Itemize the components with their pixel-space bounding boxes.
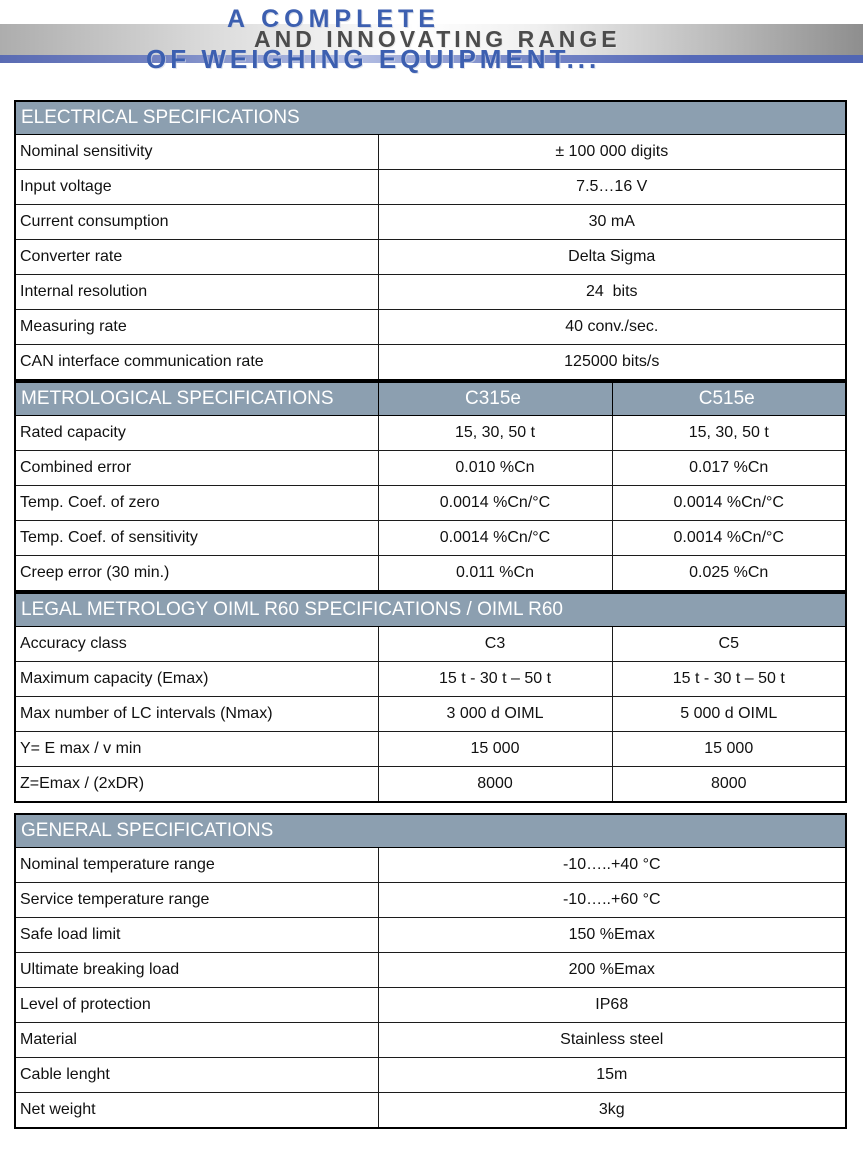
spec-label: CAN interface communication rate bbox=[15, 345, 378, 381]
table-row bbox=[15, 135, 846, 170]
spec-value-c515e: 8000 bbox=[612, 767, 846, 803]
spec-value-c315e: C3 bbox=[378, 627, 612, 662]
table-row bbox=[15, 988, 846, 1023]
table-row bbox=[15, 486, 846, 521]
section-title-electrical: ELECTRICAL SPECIFICATIONS bbox=[15, 101, 846, 135]
spec-value-c315e: 0.0014 %Cn/°C bbox=[378, 486, 612, 521]
spec-label: Measuring rate bbox=[15, 310, 378, 345]
spec-label: Safe load limit bbox=[15, 918, 378, 953]
table-row bbox=[15, 918, 846, 953]
spec-label: Ultimate breaking load bbox=[15, 953, 378, 988]
spec-value-c515e: 0.017 %Cn bbox=[612, 451, 846, 486]
spec-value: 15m bbox=[378, 1058, 846, 1093]
table-row bbox=[15, 848, 846, 883]
table-row bbox=[15, 1093, 846, 1129]
spec-label: Converter rate bbox=[15, 240, 378, 275]
spec-label: Input voltage bbox=[15, 170, 378, 205]
table-row bbox=[15, 275, 846, 310]
spec-label: Accuracy class bbox=[15, 627, 378, 662]
section-title-metrological: METROLOGICAL SPECIFICATIONS bbox=[15, 382, 378, 416]
spec-value-c315e: 0.010 %Cn bbox=[378, 451, 612, 486]
table-row bbox=[15, 1058, 846, 1093]
table-row bbox=[15, 451, 846, 486]
spec-label: Combined error bbox=[15, 451, 378, 486]
spec-label: Y= E max / v min bbox=[15, 732, 378, 767]
page-banner bbox=[0, 0, 863, 100]
spec-value: 150 %Emax bbox=[378, 918, 846, 953]
table-row bbox=[15, 953, 846, 988]
spec-value-c315e: 15, 30, 50 t bbox=[378, 416, 612, 451]
spec-value: 24 bits bbox=[378, 275, 846, 310]
spec-value-c515e: 0.0014 %Cn/°C bbox=[612, 486, 846, 521]
spec-value-c515e: 0.0014 %Cn/°C bbox=[612, 521, 846, 556]
legal-metrology-specs-table bbox=[14, 592, 847, 803]
spec-value-c315e: 3 000 d OIML bbox=[378, 697, 612, 732]
table-row bbox=[15, 627, 846, 662]
section-header-row bbox=[15, 101, 846, 135]
spec-label: Creep error (30 min.) bbox=[15, 556, 378, 592]
spec-value: IP68 bbox=[378, 988, 846, 1023]
spec-label: Material bbox=[15, 1023, 378, 1058]
table-row bbox=[15, 1023, 846, 1058]
table-row bbox=[15, 521, 846, 556]
spec-label: Nominal sensitivity bbox=[15, 135, 378, 170]
spec-value: Delta Sigma bbox=[378, 240, 846, 275]
section-title-general: GENERAL SPECIFICATIONS bbox=[15, 814, 846, 848]
spec-label: Service temperature range bbox=[15, 883, 378, 918]
spec-tables-container bbox=[14, 100, 845, 1129]
spec-value: 7.5…16 V bbox=[378, 170, 846, 205]
column-header-c315e: C315e bbox=[378, 382, 612, 416]
spec-value: 200 %Emax bbox=[378, 953, 846, 988]
table-row bbox=[15, 345, 846, 381]
spec-label: Cable lenght bbox=[15, 1058, 378, 1093]
spec-value-c515e: 5 000 d OIML bbox=[612, 697, 846, 732]
spec-label: Max number of LC intervals (Nmax) bbox=[15, 697, 378, 732]
spec-value-c315e: 15 t - 30 t – 50 t bbox=[378, 662, 612, 697]
table-row bbox=[15, 883, 846, 918]
spec-label: Z=Emax / (2xDR) bbox=[15, 767, 378, 803]
section-header-row bbox=[15, 593, 846, 627]
spec-value: -10…..+40 °C bbox=[378, 848, 846, 883]
table-row bbox=[15, 556, 846, 592]
table-row bbox=[15, 240, 846, 275]
spec-label: Temp. Coef. of sensitivity bbox=[15, 521, 378, 556]
spec-value-c515e: 15, 30, 50 t bbox=[612, 416, 846, 451]
spec-value-c515e: 15 000 bbox=[612, 732, 846, 767]
spec-value: ± 100 000 digits bbox=[378, 135, 846, 170]
table-row bbox=[15, 732, 846, 767]
spec-value-c315e: 8000 bbox=[378, 767, 612, 803]
spec-label: Rated capacity bbox=[15, 416, 378, 451]
table-row bbox=[15, 767, 846, 803]
spec-label: Maximum capacity (Emax) bbox=[15, 662, 378, 697]
table-row bbox=[15, 170, 846, 205]
spec-value: 40 conv./sec. bbox=[378, 310, 846, 345]
spec-value: 125000 bits/s bbox=[378, 345, 846, 381]
spec-value-c315e: 0.011 %Cn bbox=[378, 556, 612, 592]
table-row bbox=[15, 205, 846, 240]
column-header-c515e: C515e bbox=[612, 382, 846, 416]
banner-tagline-line3: OF WEIGHING EQUIPMENT... bbox=[146, 44, 601, 74]
table-row bbox=[15, 662, 846, 697]
section-header-row bbox=[15, 382, 846, 416]
section-header-row bbox=[15, 814, 846, 848]
spec-value-c515e: 0.025 %Cn bbox=[612, 556, 846, 592]
table-row bbox=[15, 697, 846, 732]
spec-value: 30 mA bbox=[378, 205, 846, 240]
spec-value-c515e: 15 t - 30 t – 50 t bbox=[612, 662, 846, 697]
table-row bbox=[15, 310, 846, 345]
metrological-specs-table bbox=[14, 381, 847, 592]
electrical-specs-table bbox=[14, 100, 847, 381]
spec-value: -10…..+60 °C bbox=[378, 883, 846, 918]
spec-label: Level of protection bbox=[15, 988, 378, 1023]
spec-value-c315e: 0.0014 %Cn/°C bbox=[378, 521, 612, 556]
spec-label: Net weight bbox=[15, 1093, 378, 1129]
banner-tagline-line2: AND INNOVATING RANGE bbox=[254, 26, 621, 52]
spec-label: Internal resolution bbox=[15, 275, 378, 310]
spec-value: 3kg bbox=[378, 1093, 846, 1129]
spec-value-c315e: 15 000 bbox=[378, 732, 612, 767]
spec-label: Current consumption bbox=[15, 205, 378, 240]
spec-label: Nominal temperature range bbox=[15, 848, 378, 883]
spec-label: Temp. Coef. of zero bbox=[15, 486, 378, 521]
spec-value-c515e: C5 bbox=[612, 627, 846, 662]
banner-tagline-line1: A COMPLETE bbox=[227, 5, 440, 33]
general-specs-table bbox=[14, 813, 847, 1129]
table-row bbox=[15, 416, 846, 451]
section-title-legal-metrology: LEGAL METROLOGY OIML R60 SPECIFICATIONS / OIML R60 bbox=[15, 593, 846, 627]
spec-value: Stainless steel bbox=[378, 1023, 846, 1058]
